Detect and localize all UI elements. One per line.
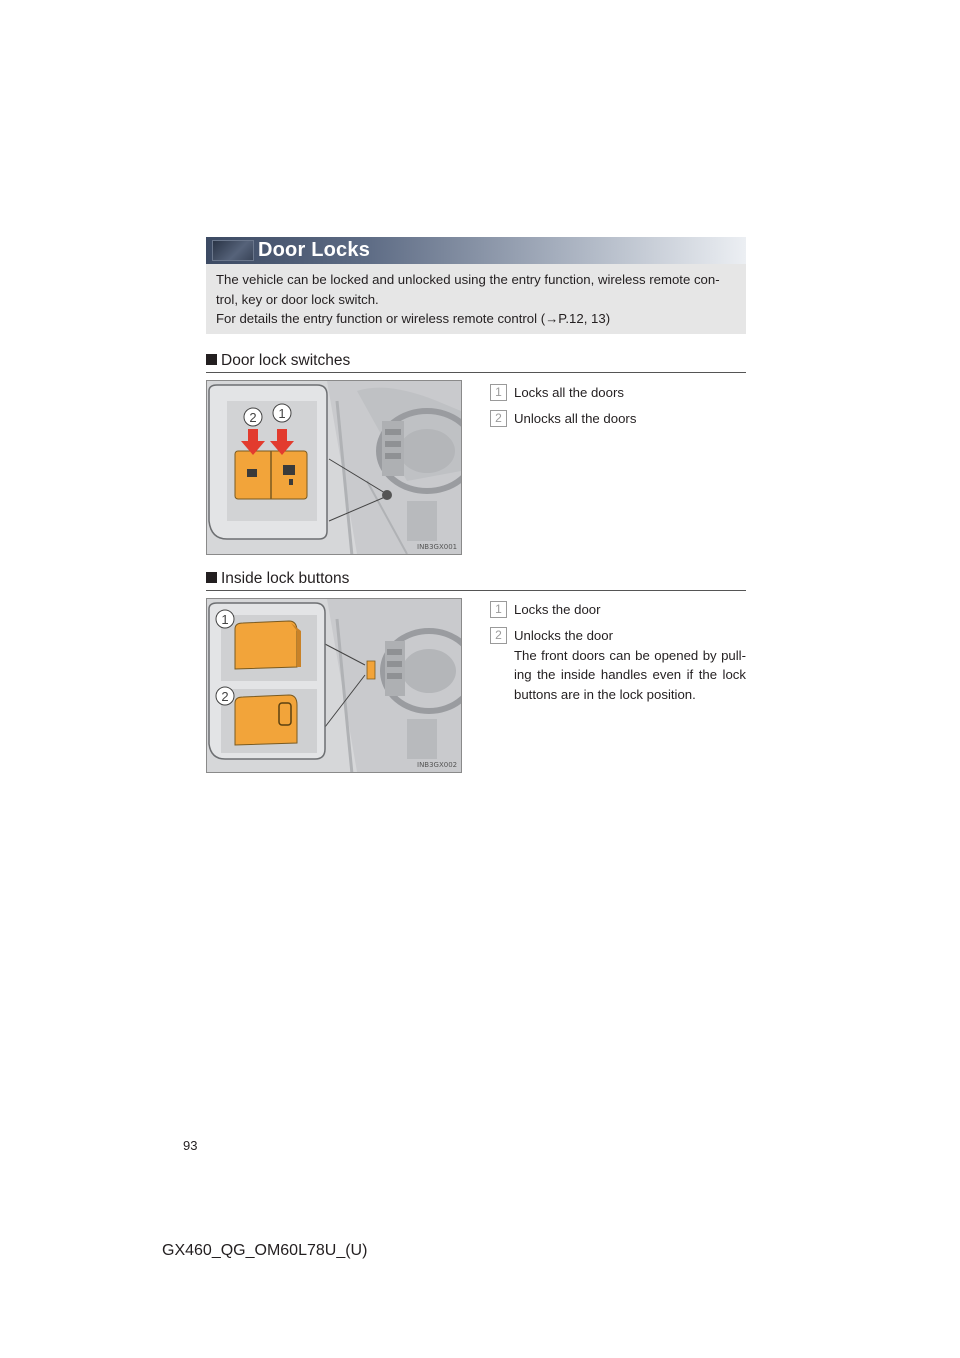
page-title: Door Locks xyxy=(258,239,371,261)
intro-line-3: For details the entry function or wireless remote control (→P.12, 13) xyxy=(216,311,611,326)
square-bullet-icon xyxy=(206,572,217,583)
step-item xyxy=(488,409,746,429)
step-number-badge: 2 xyxy=(490,410,507,427)
square-bullet-icon xyxy=(206,354,217,365)
document-code: GX460_QG_OM60L78U_(U) xyxy=(162,1242,368,1259)
section-title-bar xyxy=(206,237,746,264)
section-heading-text: Inside lock buttons xyxy=(221,570,350,587)
figure1-code: INB3GX001 xyxy=(417,543,458,551)
figure-inside-lock-buttons xyxy=(206,598,462,773)
step-note: The front doors can be opened by pull-ing the inside handles even if the lock buttons are in the lock position. xyxy=(514,647,746,702)
step-text: Unlocks the door xyxy=(514,628,613,643)
step-text: Locks all the doors xyxy=(514,385,624,400)
step-item xyxy=(488,600,746,620)
steps-inside-lock-buttons xyxy=(488,600,746,710)
title-swatch-icon xyxy=(212,240,254,261)
intro-line-2: trol, key or door lock switch. xyxy=(216,291,379,307)
step-number-badge: 2 xyxy=(490,627,507,644)
page-number: 93 xyxy=(183,1138,198,1153)
section-heading-door-lock-switches xyxy=(206,351,746,373)
figure-door-lock-switches xyxy=(206,380,462,555)
figure1-callout-2: 2 xyxy=(249,410,257,425)
steps-door-lock-switches xyxy=(488,383,746,435)
step-text: Unlocks all the doors xyxy=(514,411,637,426)
figure2-callout-2: 2 xyxy=(221,689,229,704)
door-lock-switch-illustration xyxy=(207,381,461,554)
step-number-badge: 1 xyxy=(490,384,507,401)
step-item xyxy=(488,383,746,403)
section-heading-inside-lock-buttons xyxy=(206,569,746,591)
figure1-callout-1: 1 xyxy=(278,406,286,421)
step-number-badge: 1 xyxy=(490,601,507,618)
section-heading-text: Door lock switches xyxy=(221,352,351,369)
figure2-callout-1: 1 xyxy=(221,612,229,627)
intro-line-1: The vehicle can be locked and unlocked using the entry function, wireless remote con- xyxy=(216,272,720,287)
inside-lock-button-illustration xyxy=(207,599,461,772)
step-item xyxy=(488,626,746,704)
intro-box xyxy=(206,264,746,334)
step-text: Locks the door xyxy=(514,602,601,617)
figure2-code: INB3GX002 xyxy=(417,761,458,769)
